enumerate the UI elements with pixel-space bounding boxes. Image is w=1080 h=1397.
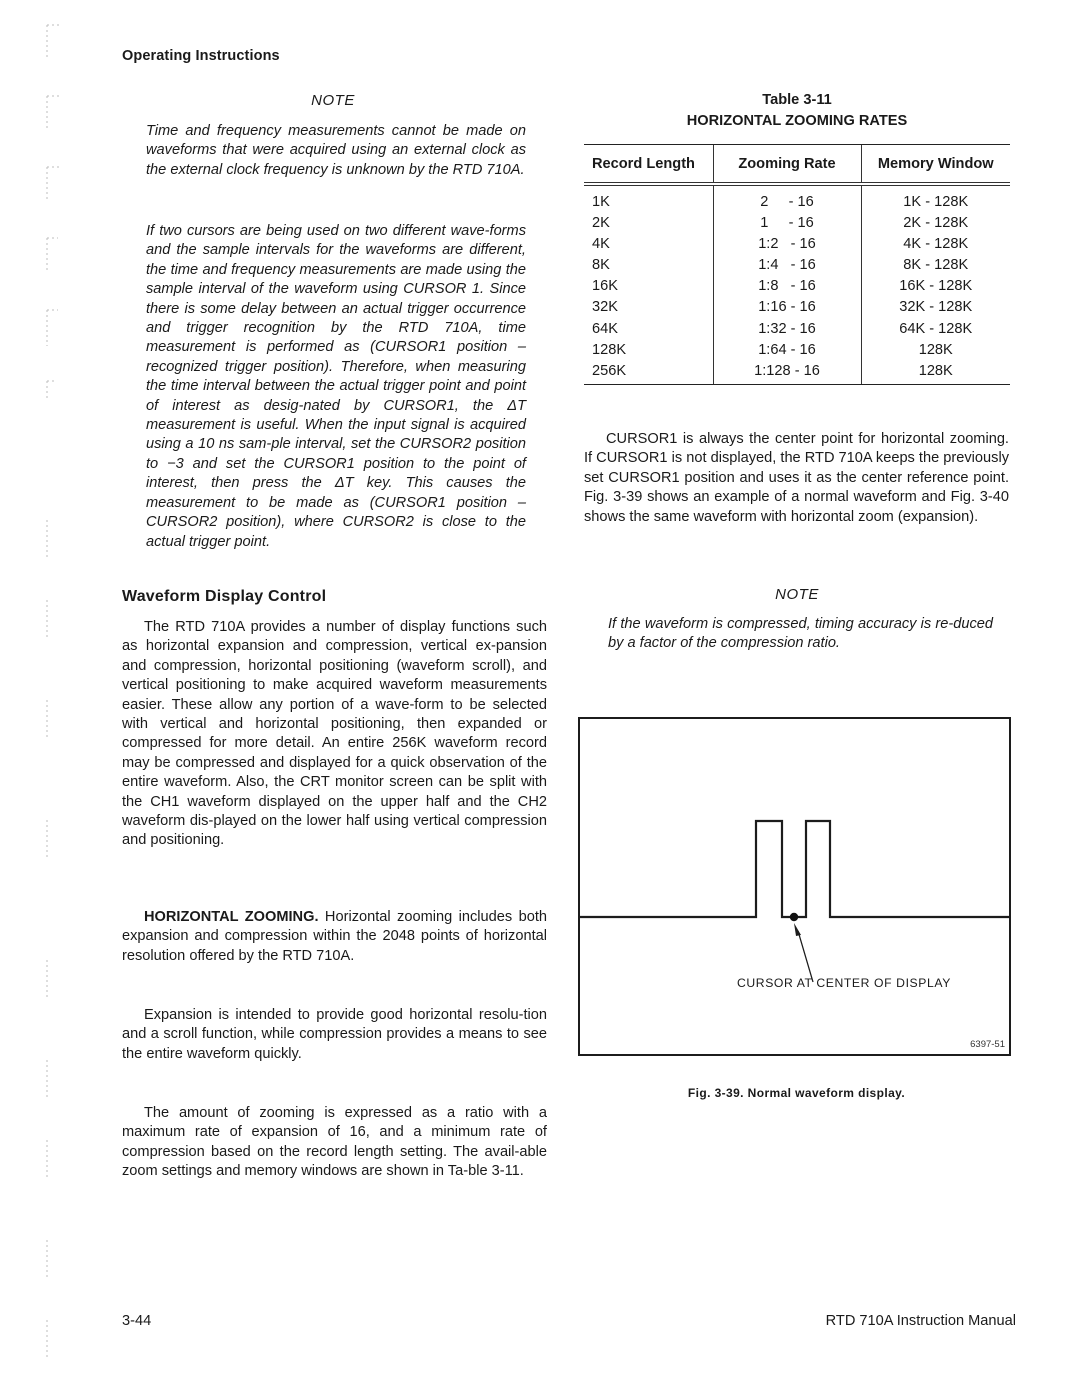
- cell-record-length: 4K: [592, 236, 610, 253]
- column-header-memory-window: Memory Window: [861, 145, 1010, 185]
- waveform-trace: [580, 719, 1009, 1054]
- paragraph-horizontal-zooming: [122, 908, 547, 966]
- cell-zooming-rate: 1:64 - 16: [713, 340, 861, 361]
- table-row: [584, 276, 1010, 297]
- manual-title: RTD 710A Instruction Manual: [825, 1313, 1016, 1329]
- cell-zooming-rate: 1:8 - 16: [713, 276, 861, 297]
- table-number: Table 3-11: [762, 92, 832, 108]
- section-heading-waveform-display-control: Waveform Display Control: [122, 588, 327, 605]
- cell-memory-window: 4K - 128K: [861, 234, 1010, 255]
- cursor-dot-icon: [790, 913, 798, 921]
- scan-margin-marks: [44, 0, 74, 1397]
- table-row: [584, 184, 1010, 213]
- table-caption: [584, 90, 1010, 132]
- table-row: [584, 297, 1010, 318]
- cell-memory-window: 8K - 128K: [861, 255, 1010, 276]
- paragraph-cursor1-center: CURSOR1 is always the center point for horizontal zooming. If CURSOR1 is not displayed, the RTD 710A keeps the previously set CURSOR1 position and uses it as the center reference point. Fig. 3-39 shows an example of a normal waveform and Fig. 3-40 shows the same waveform with horizontal zoom (expansion).: [584, 431, 1009, 525]
- figure-id: 6397-51: [970, 1039, 1005, 1050]
- cell-memory-window: 128K: [861, 361, 1010, 385]
- note-title-compression: NOTE: [775, 586, 819, 603]
- runin-heading-horizontal-zooming: HORIZONTAL ZOOMING.: [144, 909, 319, 925]
- cell-zooming-rate: 1:128 - 16: [713, 361, 861, 385]
- column-header-zooming-rate: Zooming Rate: [713, 145, 861, 185]
- table-row: [584, 234, 1010, 255]
- note-title: NOTE: [311, 92, 355, 109]
- cell-zooming-rate: 1:4 - 16: [713, 255, 861, 276]
- note-paragraph-external-clock: Time and frequency measurements cannot be made on waveforms that were acquired using an external clock as the external clock frequency is unknown by the RTD 710A.: [146, 123, 526, 178]
- cell-record-length: 2K: [592, 215, 610, 232]
- paragraph-display-functions: The RTD 710A provides a number of display functions such as horizontal expansion and compression, vertical ex-pansion and compression, horizontal positioning (waveform scroll), and vertical positioning to make acquired waveform measurements easier. These allow any portion of a wave-form to be selected with vertical and horizontal positioning, then expanded or compressed for more detail. An entire 256K waveform record may be compressed and displayed for a quick observation of the entire waveform. Also, the CRT monitor screen can be split with the CH1 waveform displayed on the upper half and the CH2 waveform dis-played on the lower half using vertical compression and positioning.: [122, 619, 547, 849]
- cell-memory-window: 32K - 128K: [861, 297, 1010, 318]
- table-row: [584, 340, 1010, 361]
- cell-memory-window: 1K - 128K: [861, 184, 1010, 213]
- paragraph-expansion: Expansion is intended to provide good horizontal resolu-tion and a scroll function, while compression provides a means to see the entire waveform quickly.: [122, 1007, 547, 1062]
- table-title: HORIZONTAL ZOOMING RATES: [686, 113, 908, 129]
- cell-record-length: 64K: [592, 320, 618, 337]
- column-header-record-length: Record Length: [584, 145, 713, 185]
- cell-zooming-rate: 1 - 16: [713, 213, 861, 234]
- table-row: [584, 213, 1010, 234]
- cell-record-length: 16K: [592, 278, 618, 295]
- table-row: [584, 361, 1010, 385]
- paragraph-zoom-amount: The amount of zooming is expressed as a ratio with a maximum rate of expansion of 16, and a minimum rate of compression based on the record length setting. The avail-able zoom settings and memory windows are shown in Ta-ble 3-11.: [122, 1105, 547, 1180]
- cell-zooming-rate: 2 - 16: [713, 184, 861, 213]
- cursor-arrow-icon: [798, 931, 813, 982]
- figure-caption: Fig. 3-39. Normal waveform display.: [687, 1086, 906, 1100]
- table-row: [584, 255, 1010, 276]
- cell-record-length: 1K: [592, 194, 610, 210]
- table-header-row: [584, 145, 1010, 185]
- cell-memory-window: 64K - 128K: [861, 319, 1010, 340]
- cell-record-length: 8K: [592, 257, 610, 274]
- page-number: 3-44: [122, 1313, 152, 1329]
- table-row: [584, 319, 1010, 340]
- cell-memory-window: 2K - 128K: [861, 213, 1010, 234]
- horizontal-zooming-rates-table: [584, 144, 1010, 385]
- cursor-annotation: CURSOR AT CENTER OF DISPLAY: [737, 976, 951, 990]
- cell-record-length: 128K: [592, 341, 627, 358]
- cell-record-length: 256K: [584, 361, 713, 385]
- cell-zooming-rate: 1:16 - 16: [713, 297, 861, 318]
- note-paragraph-compression: If the waveform is compressed, timing accuracy is re-duced by a factor of the compression ratio.: [608, 616, 993, 652]
- cell-memory-window: 128K: [861, 340, 1010, 361]
- cell-zooming-rate: 1:32 - 16: [713, 319, 861, 340]
- figure-normal-waveform-display: [578, 717, 1011, 1056]
- cell-memory-window: 16K - 128K: [861, 276, 1010, 297]
- running-head: Operating Instructions: [122, 48, 280, 64]
- note-paragraph-two-cursors: If two cursors are being used on two different wave-forms and the sample intervals for the waveforms are different, the time and frequency measurements are made using the sample interval of the waveform using CURSOR 1. Since there is some delay between an actual trigger occurrence and trigger recognition by the RTD 710A, time measurement is performed as (CURSOR1 position – recognized trigger position). Therefore, when measuring the time interval between the actual trigger point and point of interest as desig-nated by CURSOR1, the ΔT measurement is useful. When the input signal is acquired using a 10 ns sam-ple interval, set the CURSOR2 position to −3 and set the CURSOR1 position to the point of interest, then press the ΔT key. This causes the measurement to be made as (CURSOR1 position – CURSOR2 position), where CURSOR2 is close to the actual trigger point.: [146, 223, 526, 550]
- cell-zooming-rate: 1:2 - 16: [713, 234, 861, 255]
- cell-record-length: 32K: [592, 299, 618, 316]
- horizontal-zooming-text: Horizontal zooming includes both expansion and compression within the 2048 points of horizontal resolution offered by the RTD 710A.: [122, 909, 548, 964]
